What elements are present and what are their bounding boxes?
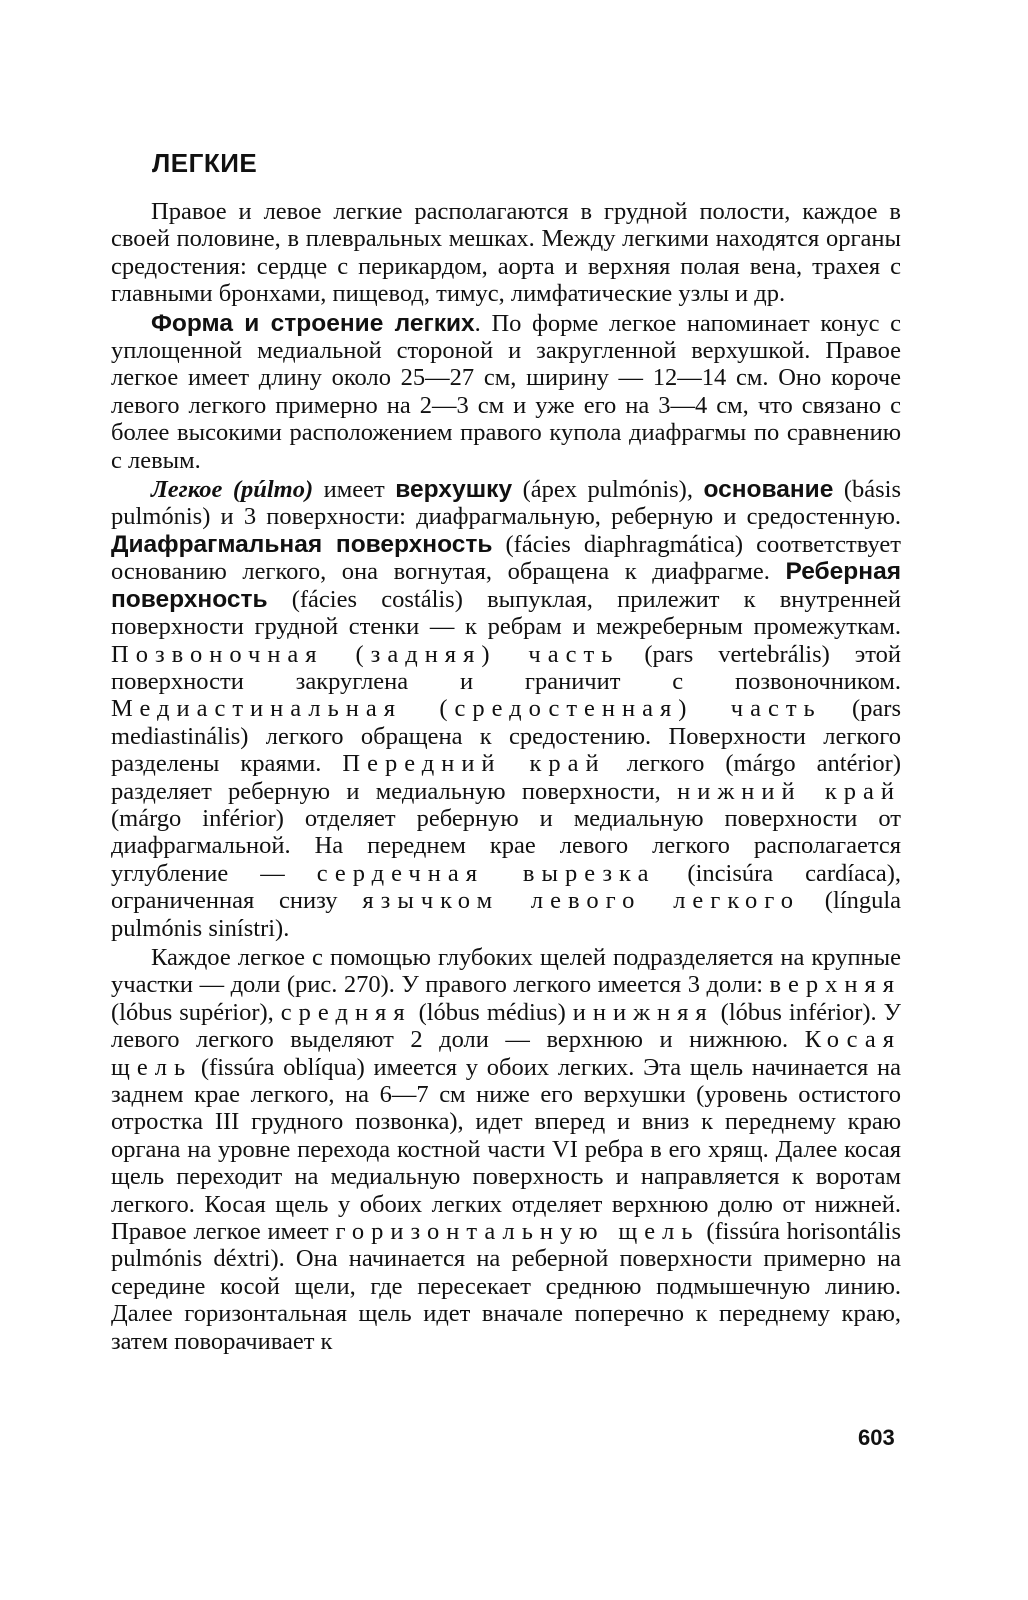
text-run: (incisúra cardíaca), ограниченная снизу xyxy=(111,859,901,915)
paragraph-surfaces xyxy=(111,476,901,942)
text-run: (pars mediastinális) легкого обращена к средостению. Поверхности легкого разделены краями. xyxy=(111,695,901,778)
text-run: Каждое легкое с помощью глубоких щелей подразделяется на крупные участки — доли (рис. 270). У правого легкого имеется 3 доли: xyxy=(111,943,901,999)
paragraph-intro: Правое и левое легкие располагаются в грудной полости, каждое в своей половине, в плевральных мешках. Между легкими находятся органы средостения: сердце с перикардом, аорта и верхняя полая вена, трахея с главными бронхами, пищевод, тимус, лимфатические узлы и др. xyxy=(111,198,901,308)
spaced-term: средняя xyxy=(280,998,412,1026)
bold-term: Диафрагмальная поверхность xyxy=(111,530,493,558)
italic-term: Легкое (púlmo) xyxy=(151,476,314,504)
page-title: ЛЕГКИЕ xyxy=(152,148,258,178)
text-run: (lóbus médius) и xyxy=(411,998,593,1026)
bold-heading: Форма и строение легких xyxy=(151,309,475,337)
bold-term: Реберная поверхность xyxy=(111,558,901,613)
text-run: (fissúra oblíqua) имеется у обоих легких. Эта щель начинается на заднем крае легкого, на 6—7 см ниже его верхушки (уровень остистого отростка III грудного позвонка), идет вперед и вниз к переднему краю органа на уровне перехода костной части VI ребра в его хрящ. Далее косая щель переходит на медиальную поверхность и направляется к воротам легкого. Косая щель у обоих легких отделяет верхнюю долю от нижней. Правое легкое имеет xyxy=(111,1053,901,1246)
spaced-term: Медиастинальная (средостенная) часть xyxy=(111,695,822,723)
text-run: (básis pulmónis) и 3 поверхности: диафрагмальную, реберную и средостенную. xyxy=(111,476,901,531)
spaced-term: язычком левого легкого xyxy=(362,887,800,915)
text-run: (lóbus inférior). У левого легкого выделяют 2 доли — верхнюю и нижнюю. xyxy=(111,998,901,1054)
spaced-term: Передний край xyxy=(342,750,606,778)
text-run: (ápex pulmónis), xyxy=(512,476,704,504)
spaced-term: нижний край xyxy=(677,777,901,805)
body-text xyxy=(111,198,901,1357)
spaced-term: сердечная вырезка xyxy=(316,859,656,887)
bold-term: основание xyxy=(703,476,834,504)
text-run: легкого (márgo antérior) разделяет реберную и медиальную поверхности, xyxy=(111,750,901,805)
paragraph-form xyxy=(111,310,901,474)
paragraph-lobes xyxy=(111,944,901,1355)
spaced-term: Косая щель xyxy=(111,1026,901,1081)
text-run: (língula pulmónis sinístri). xyxy=(111,887,901,942)
text-run: (lóbus supérior), xyxy=(111,998,281,1026)
spaced-term: нижняя xyxy=(592,998,714,1026)
text-run: (márgo inférior) отделяет реберную и медиальную поверхности от диафрагмальной. На переднем крае левого легкого располагается углубление — xyxy=(111,804,901,887)
spaced-term: горизонтальную щель xyxy=(335,1218,700,1246)
text-run: (pars vertebrális) этой поверхности закруглена и граничит с позвоночником. xyxy=(111,640,901,695)
text-run: . По форме легкое напоминает конус с уплощенной медиальной стороной и закругленной верхушкой. Правое легкое имеет длину около 25—27 см, ширину — 12—14 см. Оно короче левого легкого примерно на 2—3 см и уже его на 3—4 см, что связано с более высокими расположением правого купола диафрагмы по сравнению с левым. xyxy=(111,309,901,474)
spaced-term: верхняя xyxy=(769,971,901,999)
text-run: имеет xyxy=(313,476,396,504)
text-run: (fissúra horisontális pulmónis déxtri). Она начинается на реберной поверхности примерно на середине косой щели, где пересекает среднюю подмышечную линию. Далее горизонтальная щель идет вначале поперечно к переднему краю, затем поворачивает к xyxy=(111,1218,901,1355)
text-run: (fácies costális) выпуклая, прилежит к внутренней поверхности грудной стенки — к ребрам и межреберным промежуткам. xyxy=(111,585,901,641)
bold-term: верхушку xyxy=(395,476,513,504)
spaced-term: Позвоночная (задняя) часть xyxy=(111,640,620,668)
page-number: 603 xyxy=(858,1425,895,1450)
text-run: (fácies diaphragmática) соответствует основанию легкого, она вогнутая, обращена к диафрагме. xyxy=(111,530,901,586)
